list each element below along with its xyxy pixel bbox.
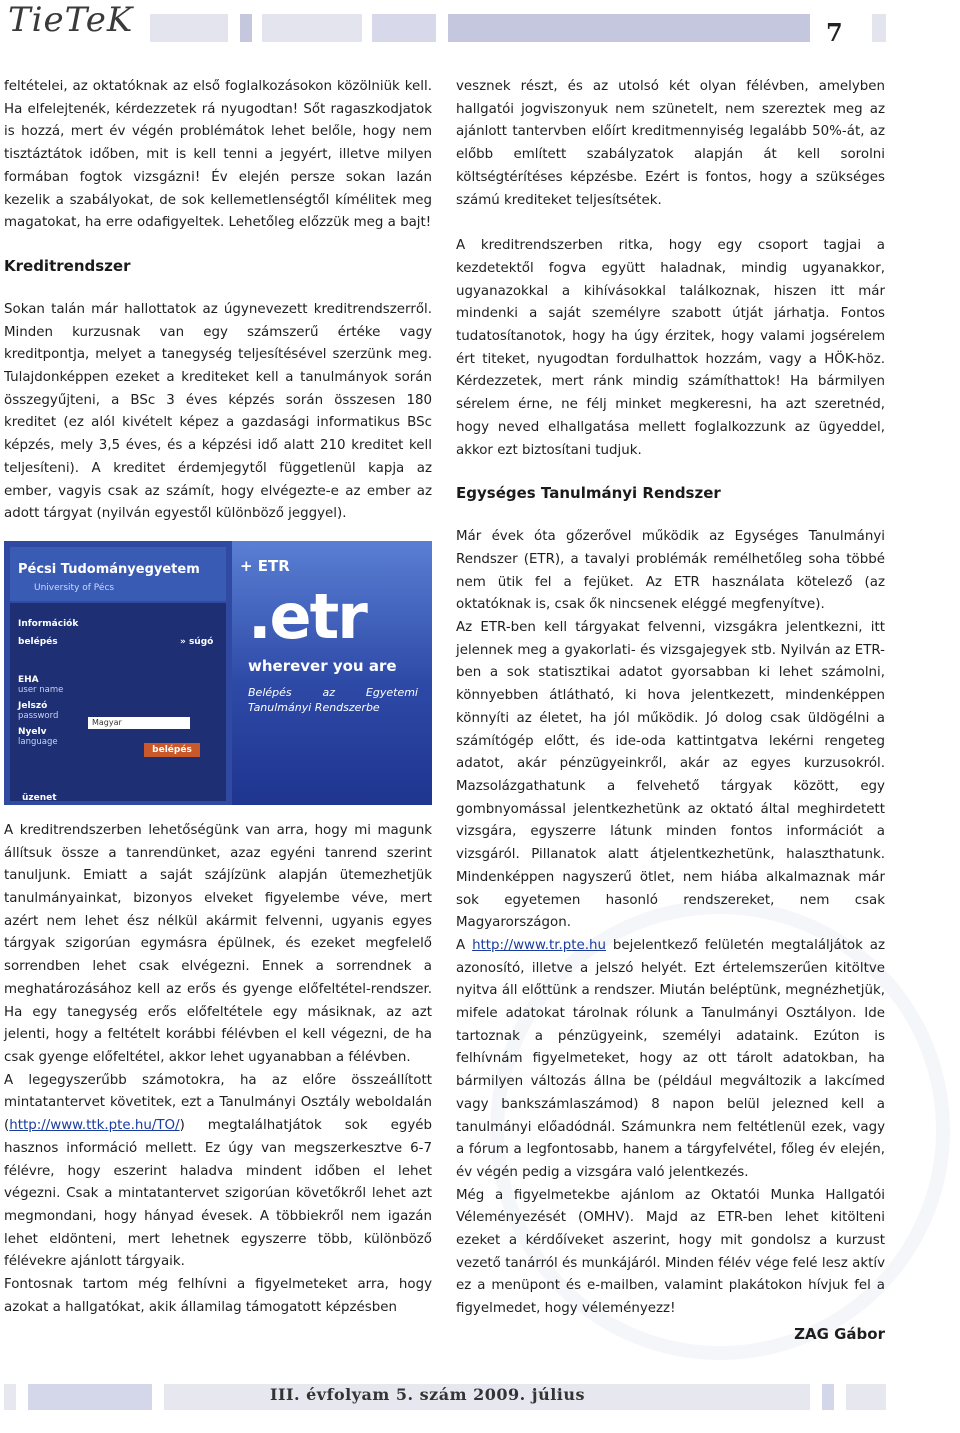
header-bar (262, 14, 362, 42)
password-label: Jelszó (18, 700, 48, 711)
to-website-link[interactable]: http://www.ttk.pte.hu/TO/ (9, 1118, 180, 1134)
plus-etr-label: + ETR (240, 556, 290, 575)
section-heading-etr: Egységes Tanulmányi Rendszer (456, 484, 721, 503)
paragraph (4, 1070, 432, 1274)
etr-login-link: Belépés az Egyetemi Tanulmányi Rendszerbe (248, 685, 418, 714)
etr-login-screenshot (4, 541, 432, 805)
etr-website-link[interactable]: http://www.tr.pte.hu (472, 937, 606, 953)
university-subtitle: University of Pécs (34, 582, 115, 593)
paragraph: vesznek részt, és az utolsó két olyan félévben, amelyben hallgatói jogviszonyuk nem szünetelt, nem szereztek meg az ajánlott tantervben előírt kreditmennyiség legalább 50%-át, az előbb említett szabályzatok alapján át kell sorolni költségtérítéses képzésbe. Ezért is fontos, hogy a szükséges számú krediteket teljesítsétek. (456, 79, 885, 208)
footer-bar (28, 1384, 152, 1410)
paragraph: Már évek óta gőzerővel működik az Egységes Tanulmányi Rendszer (ETR), a tavalyi problémák remélhetőleg soha többé nem ütik fel a fejüket. Az ETR használata kötelező (az oktatóknak is, csak ők nincsenek eléggé megfenyítve). (456, 529, 885, 613)
header-bar (372, 14, 436, 42)
paragraph: feltételei, az oktatóknak az első foglalkozásokon közölniük kell. Ha elfelejtenék, kérdezzetek rá nyugodtan! Sőt ragaszkodjatok is hozzá, mert év végén problémátok lehet belőle, hogy nem tisztáztátok időben, mit is kell tenni a jegyért, illetve milyen formában fogtok vizsgázni! Év elején persze sokan lazán kezelik a szabályokat, de sok kellemetlenségtől kímélitek meg magatokat, ha erre odafigyeltek. Lehetőleg előzzük meg a bajt! (4, 79, 432, 231)
user-name-label: user name (18, 684, 64, 695)
language-label-en: language (18, 736, 58, 747)
etr-slogan: wherever you are (248, 656, 397, 675)
right-column (456, 76, 885, 1346)
paragraph: A kreditrendszerben ritka, hogy egy csoport tagjai a kezdetektől fogva együtt haladnak, mindig ugyanakkor, ugyanazokkal a kihívásokkal találkoznak, hiszen itt már mindenki a saját személyre szabott útját járhatja. Fontos tudatosítanotok, hogy ha úgy érzitek, hogy valami jogsérelem ért titeket, nyugodtan fordulhattok hozzám, vagy a HÖK-höz. Kérdezzetek, mert ránk mindig számíthattok! Ha bármilyen sérelem érne, ne félj minket megkeresni, ha azt szeretnéd, hogy neved elhallgatása mellett foglalkozzunk az ügyeddel, akkor ezt biztosítani tudjuk. (456, 238, 885, 458)
paragraph: A kreditrendszerben lehetőségünk van arra, hogy mi magunk állítsuk össze a tanrendünket, azaz egyéni tanrend szerint tanuljunk. Emiatt a saját szájízünk alapján ütemezhetjük tanulmányainkat, bizonyos elveket figyelembe véve, mert azért nem lehet ész nélkül akármit felvenni, ugyanis egyes tárgyak szigorúan egymásra épülnek, és ezeket megfelelő sorrendben lehet csak elvégezni. Ennek a sorrendnek a meghatározásához kell az erős és gyenge előfeltétel-rendszer. Ha egy tanegység erős előfeltétele egy másiknak, az azt jelenti, hogy a feltételt korábbi félévben el kell végezni, de ha csak gyenge előfeltétel, akkor lehet ugyanabban a félévben. (4, 822, 432, 1065)
author-signature: ZAG Gábor (794, 1324, 885, 1343)
paragraph (456, 935, 885, 1185)
left-column (4, 76, 432, 1319)
footer-bar (822, 1384, 834, 1410)
menu-info: Információk (18, 618, 79, 629)
password-label-en: password (18, 710, 59, 721)
menu-login: belépés (18, 636, 58, 647)
etr-logo: .etr (248, 579, 366, 653)
text: A legegyszerűbb számotokra, ha az előre összeállított mintatantervet követitek, ezt a Tanulmányi Osztály weboldalán ( (4, 1072, 432, 1134)
issue-info: III. évfolyam 5. szám 2009. július (270, 1385, 585, 1404)
language-label: Nyelv (18, 726, 47, 737)
header-bar (872, 14, 886, 42)
university-name: Pécsi Tudományegyetem (18, 561, 200, 577)
section-heading-kreditrendszer: Kreditrendszer (4, 256, 131, 275)
paragraph: Sokan talán már hallottatok az úgynevezett kreditrendszerről. Minden kurzusnak van egy számszerű értéke vagy kreditpontja, melyet a tanegység teljesítésével szerzünk meg. Tulajdonképpen ezeket a krediteket kell a tanulmányok során összegyűjteni, a BSc 3 éves képzés során összesen 180 kreditet (ez alól kivételt képez a gazdasági informatikus BSc képzés, mely 3,5 éves, és a képzési idő alatt 210 kreditet kell teljesíteni). A kreditet érdemjegytől függetlenül kapja az ember, vagyis csak az számít, hogy elvégezte-e az ember az adott tárgyat (nyilván egyestől különböző jeggyel). (4, 301, 432, 522)
text: bejelentkező felületén megtaláljátok az azonosító, illetve a jelszó helyét. Ezt értelemszerűen kitöltve nyitva áll előttünk a rendszer. Miután beléptünk, megnézhetjük, mifele adatokat tárolnak rólunk a Tanulmányi Osztályon. Ide tartoznak a pénzügyeink, személyi adataink. Ezúton is felhívnám figyelmeteket, hogy az ott tárolt adatokban, ha bármilyen változás állna be (például megváltozik a lakcímed vagy bankszámlaszámod) 8 napon belül jelezned kell a tanulmányi előadódnál. Számunkra nem feltétlenül ezek, vagy a fórum a legfontosabb, hanem a tárgyfelvétel, főleg év elején, év végén pedig a vizsgára való jelentkezés. (456, 937, 885, 1180)
header-bar (448, 14, 810, 42)
page-number: 7 (826, 18, 843, 47)
header-bar (240, 14, 252, 42)
eha-label: EHA (18, 674, 39, 685)
message-label: üzenet (22, 792, 57, 803)
login-button: belépés (144, 743, 200, 757)
paragraph: Még a figyelmetekbe ajánlom az Oktatói Munka Hallgatói Véleményezését (OMHV). Majd az ETR-ben lehet kitölteni ezeket a kérdőíveket aszerint, hogy mit gondolsz a kurzust vezető tanárról és munkájáról. Minden félév vége felé lesz aktív ez a menüpont és e-mailben, valamint plakátokon hívjuk fel a figyelmedet, hogy véleményezz! (456, 1187, 885, 1317)
footer-bar (846, 1384, 886, 1410)
paragraph: Az ETR-ben kell tárgyakat felvenni, vizsgákra jelentkezni, itt jelennek meg a gyakorlati- és vizsgajegyek stb. Nyilván az ETR-ben a sok statisztikai adatot gyorsabban ki lehet számolni, könnyebben átlátható, ki hova jelentkezett, mindenképpen könnyíti az életet, ha jól működik. Jó dolog csak üldögélni a számítógép előtt, és ide-oda kattintgatva lekérni rengeteg adatot, akár pénzügyeinkről, akár az egyes kurzusokról. Mazsolázgathatunk a felvehető tárgyak között, egy gombnyomással jelentkezhetünk az oktató által meghirdetett vizsgára, egyszerre látunk minden fontos információt a vizsgáról. Pillanatok alatt átjelentkezhetünk, halaszthatunk. Mindenképpen nagyszerű ötlet, nem hiába alkalmaznak már sok egyetemen hasonló rendszereket, nem csak Magyarországon. (456, 620, 885, 931)
magazine-logo: TieTeK (8, 0, 134, 40)
text: ) megtalálhatjátok sok egyéb hasznos információ mellett. Ez úgy van megszerkesztve 6-7 félévre, hogy eszerint haladva mindent időben el lehet végezni. Csak a mintatantervet szigorúan követőkről lehet azt megmondani, hogy hányad évesek. A többiekről nem igazán lehet eldönteni, mert lehetnek egyszerre több, különböző félévekre ajánlott tárgyaik. (4, 1118, 432, 1270)
footer-bar (4, 1384, 16, 1410)
page-footer (0, 1380, 960, 1414)
page-header (0, 0, 960, 50)
menu-help: » súgó (180, 636, 214, 647)
paragraph: Fontosnak tartom még felhívni a figyelmeteket arra, hogy azokat a hallgatókat, akik államilag támogatott képzésben (4, 1277, 432, 1315)
text: A (456, 937, 473, 953)
language-select: Magyar (88, 717, 190, 729)
header-bar (150, 14, 228, 42)
